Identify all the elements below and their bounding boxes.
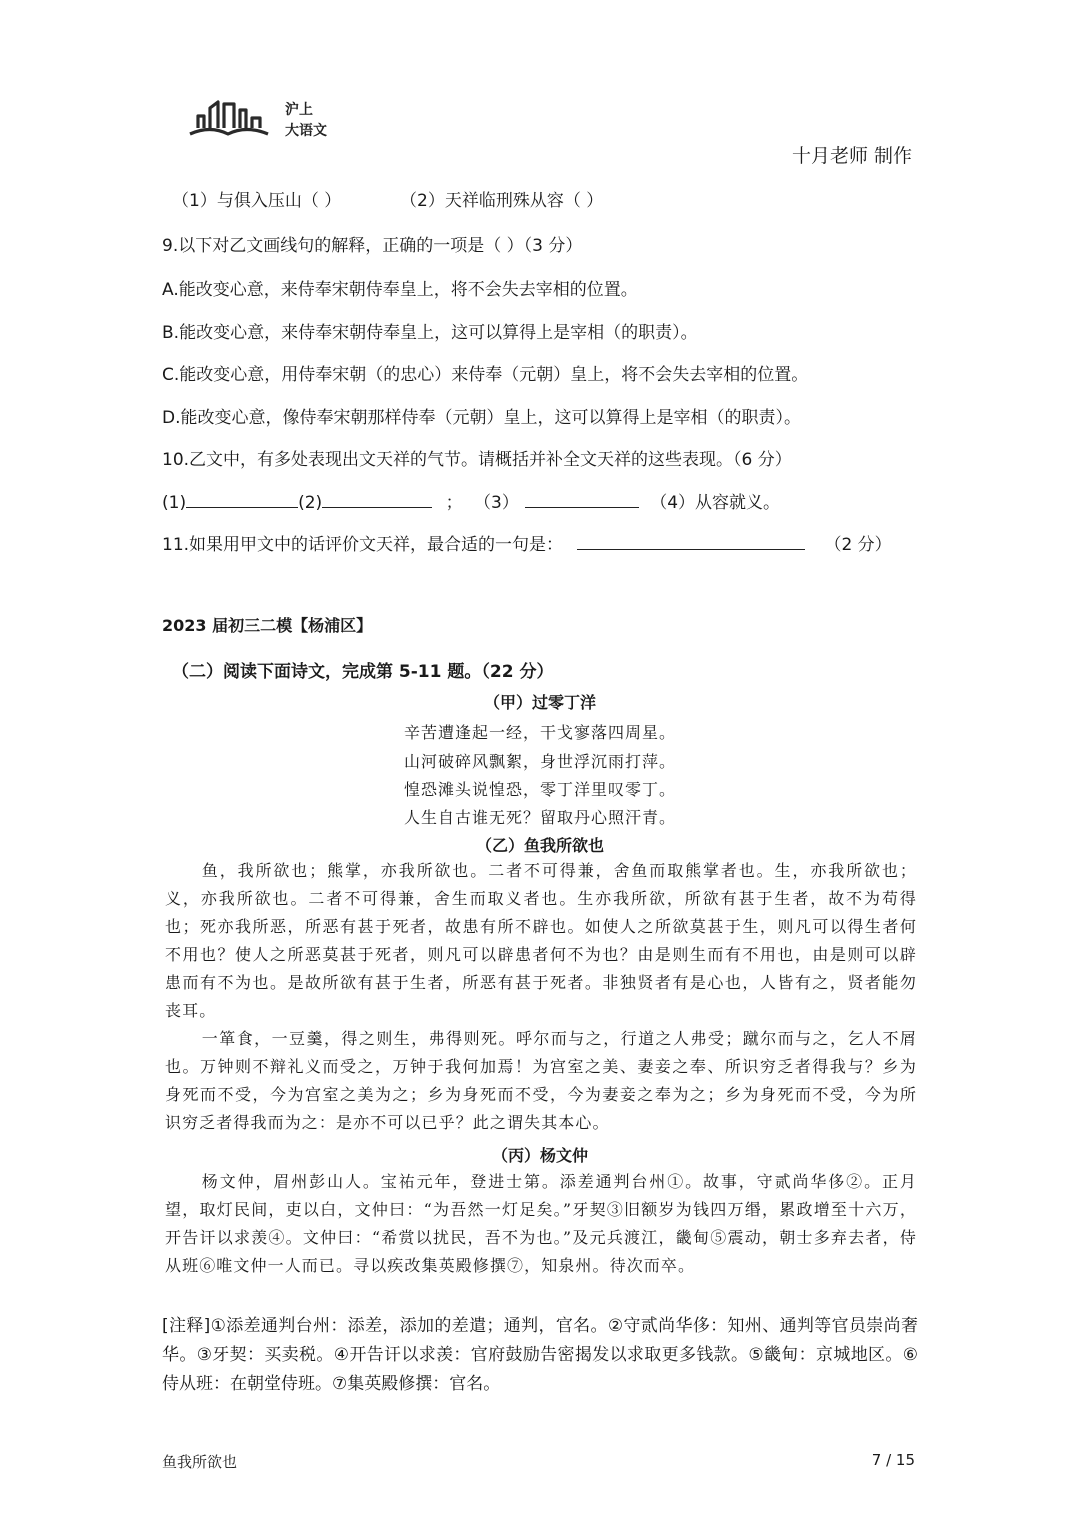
book-city-logo-icon: [188, 98, 272, 140]
q10-blank-2[interactable]: [322, 491, 432, 508]
bing-paragraph-1: 杨文仲，眉州彭山人。宝祐元年，登进士第。添差通判台州①。故事，守贰尚华侈②。正月望，取灯民间，吏以白，文仲曰：“为吾然一灯足矣。”牙契③旧额岁为钱四万缗，累政增至十六万，开告讦以求羡④。文仲曰：“希赏以扰民，吾不为也。”及元兵渡江，畿甸⑤震动，朝士多弃去者，侍从班⑥唯文仲一人而已。寻以疾改集英殿修撰⑦，知泉州。待次而卒。: [165, 1172, 917, 1275]
q8-item1: （1）与俱入压山（ ）: [172, 191, 342, 211]
poem-line: 人生自古谁无死？留取丹心照汗青。: [403, 808, 676, 827]
yi-text: [165, 857, 917, 1137]
author-credit: 十月老师 制作: [791, 145, 912, 167]
q9-stem: 9.以下对乙文画线句的解释，正确的一项是（ ）（3 分）: [162, 236, 583, 256]
q10-label-2: (2): [298, 493, 323, 513]
bing-title: （丙）杨文仲: [491, 1146, 588, 1165]
q9-option-b: B.能改变心意，来侍奉宋朝侍奉皇上，这可以算得上是宰相（的职责）。: [162, 323, 698, 343]
q11-stem: 11.如果用甲文中的话评价文天祥，最合适的一句是：: [162, 535, 564, 555]
q10-item-4: （4）从容就义。: [650, 493, 781, 513]
q10-label-3: （3）: [474, 493, 519, 513]
yi-paragraph-1: 鱼，我所欲也；熊掌，亦我所欲也。二者不可得兼，舍鱼而取熊掌者也。生，亦我所欲也；义，亦我所欲也。二者不可得兼，舍生而取义者也。生亦我所欲，所欲有甚于生者，故不为苟得也；死亦我所恶，所恶有甚于死者，故患有所不辟也。如使人之所欲莫甚于生，则凡可以得生者何不用也？使人之所恶莫甚于死者，则凡可以辟患者何不为也？由是则生而有不用也，由是则可以辟患而有不为也。是故所欲有甚于生者，所恶有甚于死者。非独贤者有是心也，人皆有之，贤者能勿丧耳。: [165, 861, 917, 1020]
q9-option-d: D.能改变心意，像侍奉宋朝那样侍奉（元朝）皇上，这可以算得上是宰相（的职责）。: [162, 408, 801, 428]
q8-item2: （2）天祥临刑殊从容（ ）: [400, 191, 604, 211]
jia-title: （甲）过零丁洋: [483, 693, 596, 712]
poem-line: 辛苦遭逢起一经，干戈寥落四周星。: [403, 723, 676, 742]
q10-stem: 10.乙文中，有多处表现出文天祥的气节。请概括并补全文天祥的这些表现。（6 分）: [162, 450, 792, 470]
section-title: 2023 届初三二模【杨浦区】: [162, 616, 373, 635]
yi-title: （乙）鱼我所欲也: [475, 836, 604, 855]
q10-blank-3[interactable]: [525, 491, 639, 508]
q11-score: （2 分）: [824, 535, 892, 555]
annotations: [注释]①添差通判台州：添差，添加的差遣；通判，官名。②守贰尚华侈：知州、通判等官员崇尚奢华。③牙契：买卖税。④开告讦以求羡：官府鼓励告密揭发以求取更多钱款。⑤畿甸：京城地区。⑥侍从班：在朝堂侍班。⑦集英殿修撰：官名。: [162, 1316, 918, 1394]
logo-line1: 沪上: [285, 102, 313, 118]
q10-label-1: (1): [162, 493, 187, 513]
logo-line2: 大语文: [285, 123, 327, 139]
poem-line: 惶恐滩头说惶恐，零丁洋里叹零丁。: [403, 780, 676, 799]
page-number: 7 / 15: [871, 1451, 915, 1469]
logo: [188, 98, 368, 144]
q11-blank[interactable]: [577, 533, 805, 550]
footer-title: 鱼我所欲也: [162, 1453, 238, 1471]
bing-text: [165, 1168, 917, 1280]
yi-paragraph-2: 一箪食，一豆羹，得之则生，弗得则死。呼尔而与之，行道之人弗受；蹴尔而与之，乞人不屑也。万钟则不辩礼义而受之，万钟于我何加焉！为宫室之美、妻妾之奉、所识穷乏者得我与？乡为身死而不受，今为宫室之美为之；乡为身死而不受，今为妻妾之奉为之；乡为身死而不受，今为所识穷乏者得我而为之：是亦不可以已乎？此之谓失其本心。: [165, 1029, 917, 1132]
q11-line: [162, 530, 892, 555]
section-subtitle: （二）阅读下面诗文，完成第 5-11 题。（22 分）: [172, 662, 554, 682]
q9-option-a: A.能改变心意，来侍奉宋朝侍奉皇上，将不会失去宰相的位置。: [162, 280, 638, 300]
q10-blank-1[interactable]: [186, 491, 298, 508]
q10-answers: [162, 488, 780, 513]
q9-option-c: C.能改变心意，用侍奉宋朝（的忠心）来侍奉（元朝）皇上，将不会失去宰相的位置。: [162, 365, 809, 385]
q10-separator: ；: [445, 493, 463, 513]
poem-line: 山河破碎风飘絮，身世浮沉雨打萍。: [403, 752, 676, 771]
